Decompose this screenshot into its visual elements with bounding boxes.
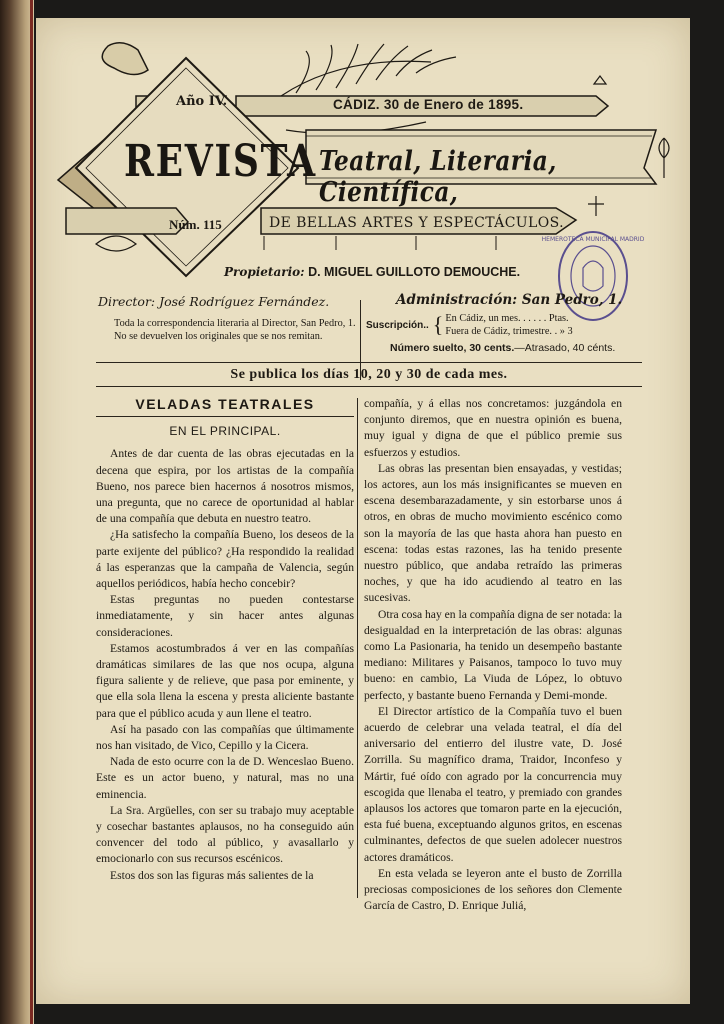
paragraph: Estos dos son las figuras más salientes de la	[110, 868, 314, 882]
correspondence-note: Toda la correspondencia literaria al Director, San Pedro, 1.	[114, 318, 356, 329]
publication-schedule: Se publica los días 10, 20 y 30 de cada mes.	[230, 367, 508, 382]
column-left	[96, 396, 354, 884]
director-line: Director: José Rodríguez Fernández.	[98, 294, 330, 309]
issue-date: CÁDIZ. 30 de Enero de 1895.	[333, 97, 524, 112]
paragraph: compañía, y á ellas nos concretamos: juzgándola en conjunto diremos, que en nuestra opinión es buena, muy igual y digna de que el público premie sus esfuerzos y estudios.	[364, 397, 622, 459]
originals-note: No se devuelven los originales que se nos remitan.	[114, 331, 323, 342]
divider-rule	[96, 386, 642, 387]
crest-icon	[583, 261, 603, 291]
administration-line: Administración: San Pedro, 1.	[396, 292, 623, 308]
brace-icon: {	[432, 312, 444, 337]
publication-subtitle: Teatral, Literaria, Científica,	[319, 146, 557, 208]
paragraph: En esta velada se leyeron ante el busto de Zorrilla preciosas composiciones de los señores don Clemente García de Castro, D. Enrique Juliá,	[364, 866, 622, 913]
subscription-rows	[445, 312, 572, 338]
subscription-row: Fuera de Cádiz, trimestre. . » 3	[445, 326, 573, 337]
article-title: VELADAS TEATRALES	[135, 396, 315, 412]
tassels-icon	[264, 236, 496, 250]
stamp-text: HEMEROTECA MUNICIPAL MADRID	[541, 236, 645, 243]
paragraph: La Sra. Argüelles, con ser su trabajo muy aceptable y cosechar bastantes aplausos, no ha conseguido aún convencer del todo al público, y avasallarlo y emocionarlo con sus recursos escénicos.	[96, 803, 354, 866]
issue-number: Núm. 115	[169, 217, 222, 232]
ribbon-curl-icon	[102, 43, 148, 75]
paragraph: Estamos acostumbrados á ver en las compañías dramáticas similares de las que nos ocupa, alguna figura saliente y de relieve, que pasa por eminente, y que ella sola llena la escena y presta aliciente bastante para que el público acuda y aun llene el teatro.	[96, 641, 354, 720]
article-subtitle: EN EL PRINCIPAL.	[169, 424, 281, 439]
binding-edge	[30, 0, 33, 1024]
paragraph: Las obras las presentan bien ensayadas, y vestidas; los actores, aun los más insignificantes se mueven en escena desembarazadamente, y sin estorbarse unos á otros, en obras de mucho movimiento escénico como son la mayoría de las que hasta ahora han puesto en escena: todas estas razones, las ha tenido presente nuestro público, que andaba retraído las primeras noches, y que ha ido acudiendo al teatro en las sucesivas.	[364, 461, 622, 605]
single-issue-label: Número suelto, 30 cents.	[390, 342, 515, 354]
paragraph: Otra cosa hay en la compañía digna de ser notada: la desigualdad en la interpretación de las obras: algunas como La Pasionaria, ha tenido un desempeño bastante mediano: Militares y Paisanos, tampoco lo tuvo muy bueno: en cambio, La Viuda de López, lo obtuvo perfecto, y bastante bueno Fernanda y Demi-monde.	[364, 607, 623, 702]
divider-rule	[96, 362, 642, 363]
book-binding	[0, 0, 34, 1024]
subscription-label: Suscripción..	[366, 319, 429, 331]
newspaper-page	[36, 18, 690, 1004]
paragraph: Antes de dar cuenta de las obras ejecutadas en la decena que espira, por los artistas de la compañía Bueno, nos parece bien hacernos á nosotros mismos, una pregunta, que no carece de oportunidad al hablar de una compañía que debuta en nuestro teatro.	[96, 447, 354, 526]
back-issue-price: —Atrasado, 40 cénts.	[514, 342, 616, 354]
administration-info	[366, 292, 686, 354]
palm-fronds-icon	[281, 44, 456, 134]
paragraph: El Director artístico de la Compañía tuvo el buen acuerdo de celebrar una velada teatral, el día del aniversario del entierro del ilustre vate, D. José Zorrilla. Su magnífico drama, Traidor, Inconfeso y Mártir, fué oído con agrado por la concurrencia muy escogida que llenaba el teatro, y premiado con grandes aplausos los actores que tomaron parte en la ejecución, esta fué buena, exceptuando algunos gritos, en escenas culminantes, defectos de que suelen adolecer nuestros actores dramáticos.	[364, 704, 622, 864]
paragraph: Nada de esto ocurre con la de D. Wenceslao Bueno. Este es un actor bueno, y natural, mas no una eminencia.	[96, 755, 354, 801]
paragraph: Estas preguntas no pueden contestarse inmediatamente, y sin hacer antes algunas consideraciones.	[96, 593, 354, 639]
paragraph: Así ha pasado con las compañías que últimamente nos han visitado, de Vico, Cepillo y la Cicera.	[96, 722, 354, 753]
publication-subtitle-2: DE BELLAS ARTES Y ESPECTÁCULOS.	[269, 215, 564, 231]
year-label: Año IV.	[176, 94, 228, 109]
owner-label: Propietario:	[224, 265, 305, 279]
paragraph: ¿Ha satisfecho la compañía Bueno, los deseos de la parte exijente del público? ¿Ha respondido la realidad á las esperanzas que la campaña de Valencia, según aquellos periódicos, había hecho concebir?	[96, 528, 354, 591]
owner-name: D. MIGUEL GUILLOTO DEMOUCHE.	[308, 265, 521, 279]
single-issue-price	[366, 342, 686, 354]
subscription-block	[366, 312, 686, 338]
owner-line	[224, 265, 520, 279]
column-divider	[357, 398, 358, 898]
editorial-info	[98, 294, 360, 343]
publication-title: REVISTA	[124, 136, 317, 187]
title-underline	[96, 416, 354, 417]
column-right	[364, 396, 622, 915]
subscription-row: En Cádiz, un mes. . . . . . Ptas.	[445, 313, 569, 324]
